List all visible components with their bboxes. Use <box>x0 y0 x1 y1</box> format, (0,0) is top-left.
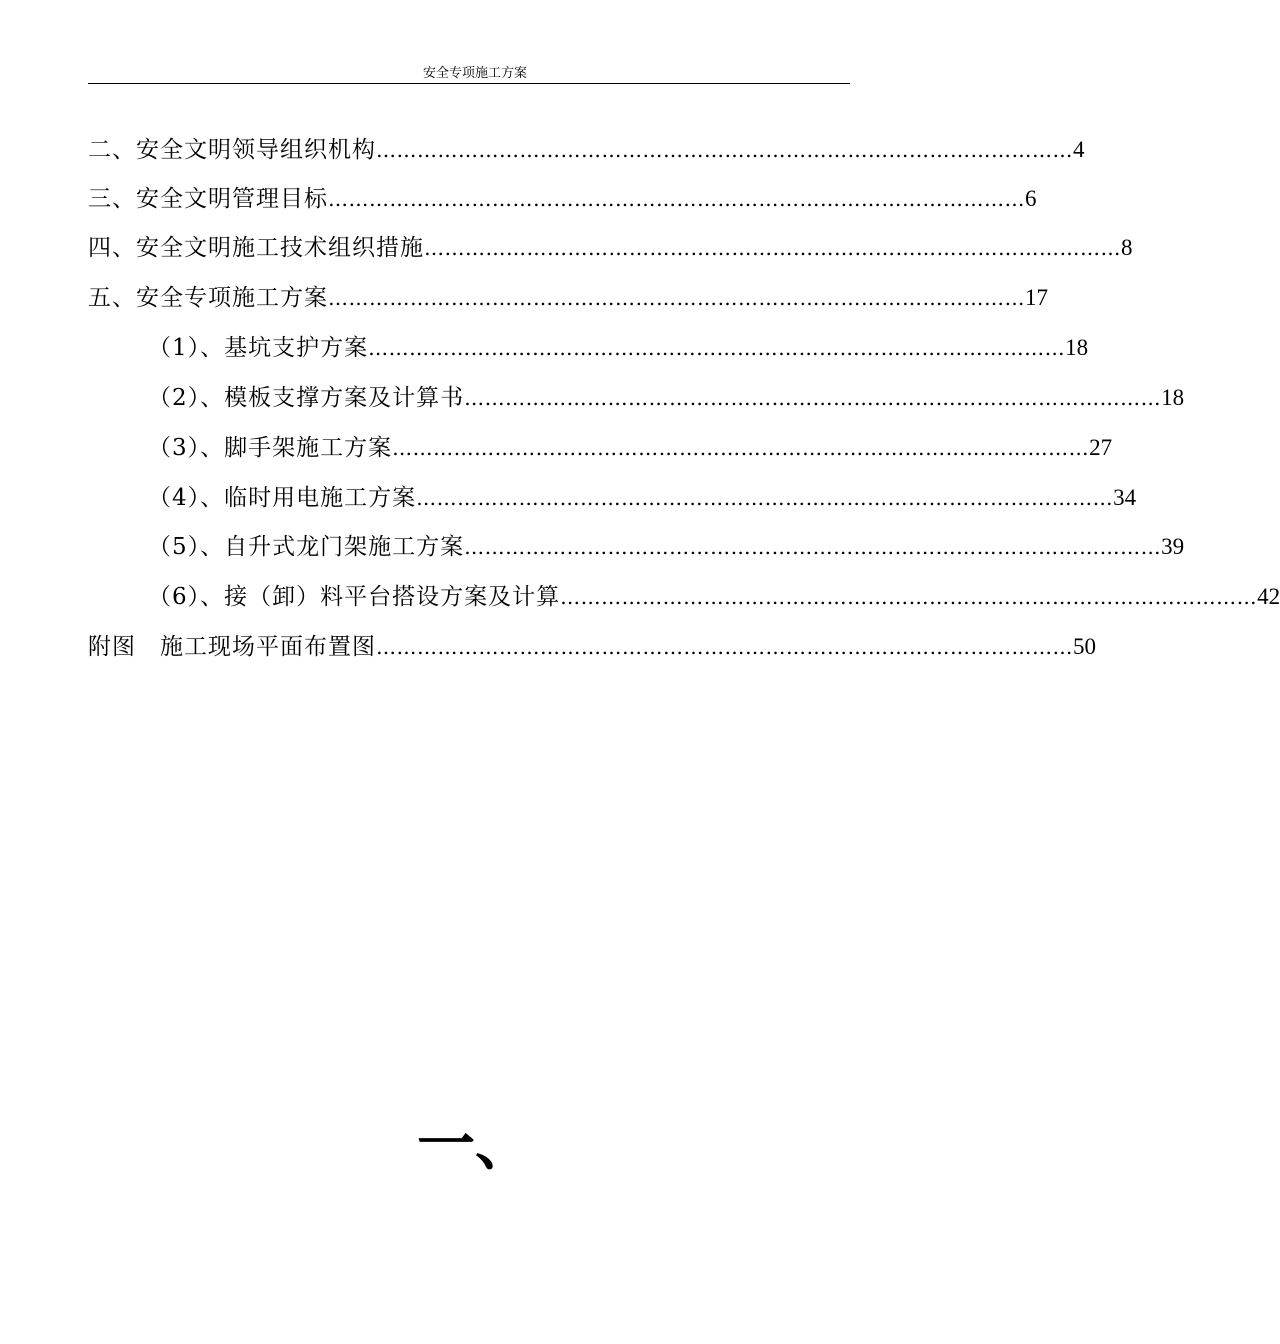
toc-entry-page: 18 <box>1161 385 1185 410</box>
toc-entry-title: （5）、自升式龙门架施工方案 <box>148 534 465 560</box>
toc-entry-title: （3）、脚手架施工方案 <box>148 435 393 461</box>
toc-dot-leader: ………………………………………………………………………………………… <box>560 585 1258 609</box>
toc-entry-title: （2）、模板支撑方案及计算书 <box>148 385 465 411</box>
toc-entry-page: 50 <box>1073 634 1096 659</box>
toc-entry <box>148 581 1280 613</box>
toc-entry <box>88 134 1085 166</box>
toc-entry-title: （4）、临时用电施工方案 <box>148 485 417 511</box>
toc-entry-page: 42 <box>1257 584 1280 609</box>
toc-entry-title: （6）、接（卸）料平台搭设方案及计算 <box>148 584 561 610</box>
toc-entry-page: 8 <box>1121 235 1133 260</box>
toc-entry-title: 附图 施工现场平面布置图 <box>88 634 376 660</box>
toc-entry <box>88 183 1037 215</box>
toc-dot-leader: ………………………………………………………………………………………… <box>368 336 1066 360</box>
toc-entry-page: 39 <box>1161 534 1185 559</box>
toc-entry <box>88 232 1133 264</box>
toc-dot-leader: ………………………………………………………………………………………… <box>376 138 1073 162</box>
toc-dot-leader: ………………………………………………………………………………………… <box>416 486 1114 510</box>
toc-entry <box>88 282 1048 314</box>
toc-entry-page: 17 <box>1025 285 1048 310</box>
toc-entry <box>88 631 1096 663</box>
toc-entry <box>148 432 1113 464</box>
toc-entry-page: 6 <box>1025 186 1037 211</box>
toc-dot-leader: ………………………………………………………………………………………… <box>464 386 1162 410</box>
toc-dot-leader: ………………………………………………………………………………………… <box>376 635 1073 659</box>
toc-entry <box>148 332 1089 364</box>
toc-entry-page: 18 <box>1065 335 1089 360</box>
toc-dot-leader: ………………………………………………………………………………………… <box>392 436 1090 460</box>
toc-entry-page: 4 <box>1073 137 1085 162</box>
toc-entry-page: 27 <box>1089 435 1113 460</box>
running-header-title: 安全专项施工方案 <box>422 66 527 81</box>
toc-entry <box>148 382 1185 414</box>
toc-dot-leader: ………………………………………………………………………………………… <box>464 535 1162 559</box>
toc-entry <box>148 482 1137 514</box>
chapter-heading: 一、 <box>416 1110 533 1178</box>
toc-entry-title: 四、安全文明施工技术组织措施 <box>88 235 424 261</box>
toc-dot-leader: ………………………………………………………………………………………… <box>424 236 1121 260</box>
toc-dot-leader: ………………………………………………………………………………………… <box>328 187 1025 211</box>
toc-entry-title: 三、安全文明管理目标 <box>88 186 328 212</box>
toc-entry-title: 二、安全文明领导组织机构 <box>88 137 376 163</box>
toc-entry-page: 34 <box>1113 485 1137 510</box>
toc-entry-title: 五、安全专项施工方案 <box>88 285 328 311</box>
toc-entry <box>148 531 1185 563</box>
toc-dot-leader: ………………………………………………………………………………………… <box>328 286 1025 310</box>
toc-entry-title: （1）、基坑支护方案 <box>148 335 369 361</box>
